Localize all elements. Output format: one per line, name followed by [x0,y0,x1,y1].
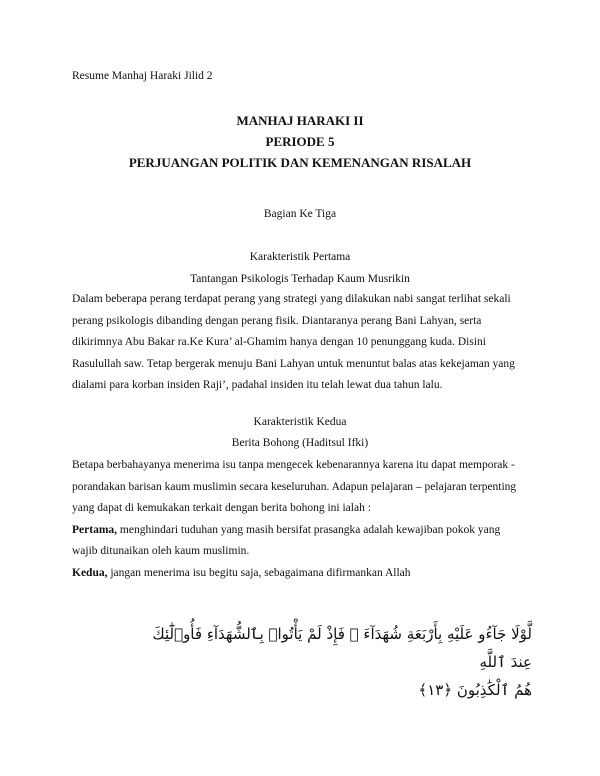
char2-heading: Karakteristik Kedua [253,416,347,428]
point-first-text: menghindari tuduhan yang masih bersifat prasangka adalah kewajiban pokok yang [117,523,501,536]
quran-verse [150,620,532,704]
char2-paragraph [72,455,530,584]
paragraph-line: porandakan barisan kaum muslimin secara keseluruhan. Adapun pelajaran – pelajaran terpenting [72,480,517,493]
point-first-label: Pertama, [72,523,118,536]
paragraph-line: Betapa berbahayanya menerima isu tanpa mengecek kebenarannya karena itu dapat memporak - [72,459,515,471]
title-block [0,110,600,173]
paragraph-line: dialami para korban insiden Raji’, padahal insiden itu telah lewat dua tahun lalu. [72,379,443,391]
char1-paragraph [72,289,530,397]
point-second-text: jangan menerima isu begitu saja, sebagaimana difirmankan Allah [107,566,411,579]
paragraph-line: Rasulullah saw. Tetap bergerak menuju Bani Lahyan untuk menuntut balas atas kekejaman yang [72,357,515,370]
point-first [72,520,530,542]
paragraph-line: perang psikologis dibanding dengan perang fisik. Diantaranya perang Bani Lahyan, serta [72,314,482,327]
header-note: Resume Manhaj Haraki Jilid 2 [72,70,213,82]
main-title: MANHAJ HARAKI II [236,113,364,128]
verse-line: هُمُ ٱلْكَٰذِبُونَ ﴿١٣﴾ [418,681,532,699]
section-label: Bagian Ke Tiga [263,208,337,220]
paragraph-line: dikirimnya Abu Bakar ra.Ke Kura’ al-Ghamim hanya dengan 10 penunggang kuda. Disini [72,336,486,348]
char1-subheading: Tantangan Psikologis Terhadap Kaum Musrikin [190,273,410,285]
point-second [72,563,530,585]
paragraph-line: wajib ditunaikan oleh kaum muslimin. [72,545,250,557]
period-title: PERIODE 5 [265,134,335,149]
verse-line: لَّوْلَا جَآءُو عَلَيْهِ بِأَرْبَعَةِ شُهَدَآءَ ۚ فَإِذْ لَمْ يَأْتُوا۟ بِٱلشُّهَدَآءِ فَأُو۟لَٰٓئِكَ عِندَ ٱللَّهِ [152,625,532,671]
paragraph-line: yang dapat di kemukakan terkait dengan berita bohong ini ialah : [72,502,371,514]
char1-heading: Karakteristik Pertama [249,251,351,263]
char2-subheading: Berita Bohong (Haditsul Ifki) [231,437,369,449]
point-second-label: Kedua, [72,566,108,579]
paragraph-line: Dalam beberapa perang terdapat perang yang strategi yang dilakukan nabi sangat terlihat sekali [72,293,511,305]
chapter-title: PERJUANGAN POLITIK DAN KEMENANGAN RISALAH [128,155,472,170]
